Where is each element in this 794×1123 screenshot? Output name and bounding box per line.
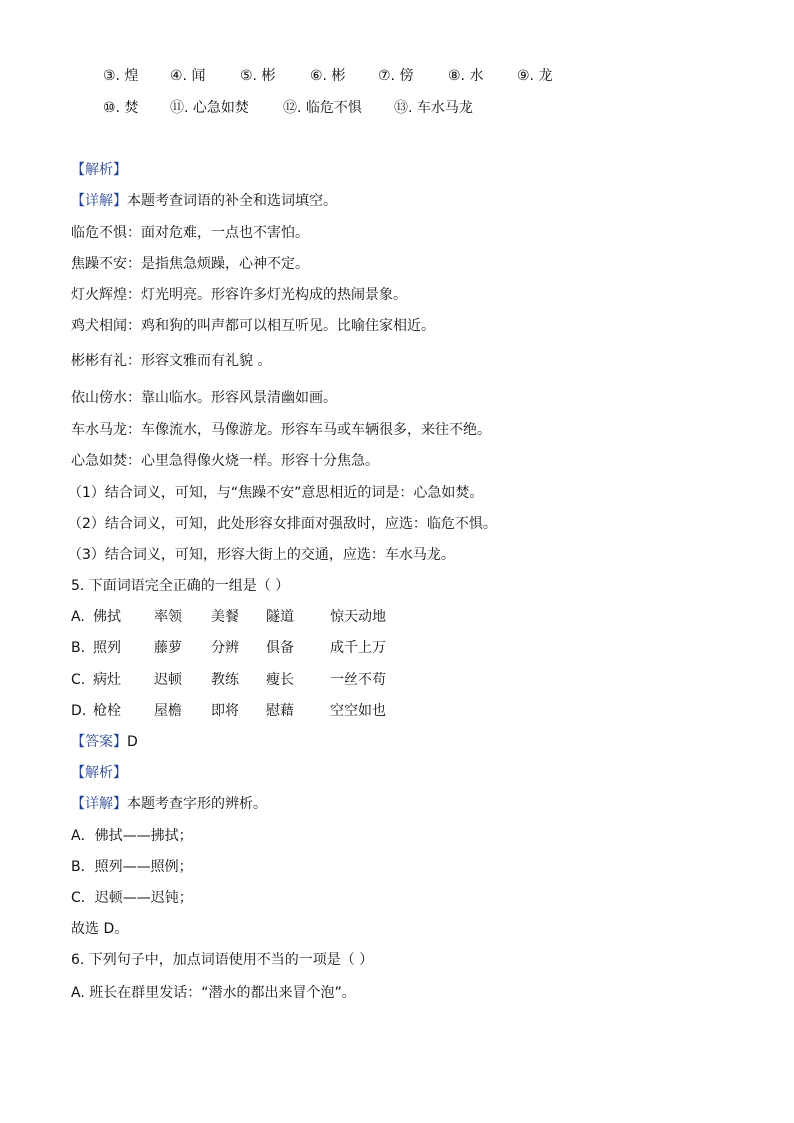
answer-row-1 [0,66,794,86]
q5-correction: B．照列——照例； [71,859,193,875]
definition-line: 临危不惧：面对危难，一点也不害怕。 [71,225,309,241]
option-word: 藤萝 [154,640,182,656]
option-word: 美餐 [211,609,239,625]
option-word: 成千上万 [330,640,386,656]
answer-item: ⑬. 车水马龙 [394,100,473,116]
option-word: 迟顿 [154,672,182,688]
definition-line: 心急如焚：心里急得像火烧一样。形容十分焦急。 [71,453,379,469]
answer-item: ⑩. 焚 [103,100,139,116]
q5-correction: A．佛拭——拂拭； [71,828,193,844]
q6-option-a: A. 班长在群里发话：“潜水的都出来冒个泡”。 [71,985,356,1001]
answer-item: ⑤. 彬 [240,68,276,84]
q5-conclusion: 故选 D。 [71,921,129,937]
option-label: D. [71,703,87,719]
option-word: 教练 [211,672,239,688]
answer-item: ⑨. 龙 [517,68,553,84]
definition-line: 焦躁不安：是指焦急烦躁，心神不定。 [71,256,309,272]
option-word: 佛拭 [93,609,121,625]
option-word: 即将 [211,703,239,719]
option-word: 空空如也 [330,703,386,719]
option-word: 枪栓 [93,703,121,719]
definition-line: 鸡犬相闻：鸡和狗的叫声都可以相互听见。比喻住家相近。 [71,318,435,334]
option-label: C. [71,672,86,688]
option-word: 隧道 [266,609,294,625]
definition-line: 彬彬有礼：形容文雅而有礼貌 。 [71,353,272,369]
answer-item: ④. 闻 [170,68,206,84]
answer-item: ⑥. 彬 [310,68,346,84]
option-word: 俱备 [266,640,294,656]
q6-stem: 6. 下列句子中，加点词语使用不当的一项是（ ） [71,952,374,968]
option-word: 瘦长 [266,672,294,688]
q5-stem: 5. 下面词语完全正确的一组是（ ） [71,578,290,594]
definition-line: 依山傍水：靠山临水。形容风景清幽如画。 [71,390,337,406]
q4-answer-line: （3）结合词义，可知，形容大街上的交通，应选：车水马龙。 [68,547,455,563]
q5-analysis-heading: 【解析】 [71,765,127,781]
q4-answer-line: （1）结合词义，可知，与“焦躁不安”意思相近的词是：心急如焚。 [68,485,484,501]
answer-item: ③. 煌 [103,68,139,84]
answer-item: ⑫. 临危不惧 [283,100,362,116]
q5-detail: 【详解】本题考查字形的辨析。 [71,796,267,812]
option-word: 分辨 [211,640,239,656]
q4-detail: 【详解】本题考查词语的补全和选词填空。 [71,193,337,209]
q4-analysis-heading: 【解析】 [71,162,127,178]
answer-item: ⑦. 傍 [378,68,414,84]
definition-line: 车水马龙：车像流水，马像游龙。形容车马或车辆很多，来往不绝。 [71,422,491,438]
answer-item: ⑪. 心急如焚 [170,100,249,116]
option-word: 照列 [93,640,121,656]
option-label: B. [71,640,86,656]
q5-correction: C．迟顿——迟钝； [71,890,193,906]
definition-line: 灯火辉煌：灯光明亮。形容许多灯光构成的热闹景象。 [71,287,407,303]
answer-row-2 [0,98,794,118]
option-word: 惊天动地 [330,609,386,625]
option-word: 屋檐 [154,703,182,719]
option-label: A. [71,609,85,625]
q4-answer-line: （2）结合词义，可知，此处形容女排面对强敌时，应选：临危不惧。 [68,516,497,532]
option-word: 病灶 [93,672,121,688]
answer-item: ⑧. 水 [448,68,484,84]
option-word: 率领 [154,609,182,625]
option-word: 一丝不苟 [330,672,386,688]
option-word: 慰藉 [266,703,294,719]
q5-answer: 【答案】D [71,734,138,750]
